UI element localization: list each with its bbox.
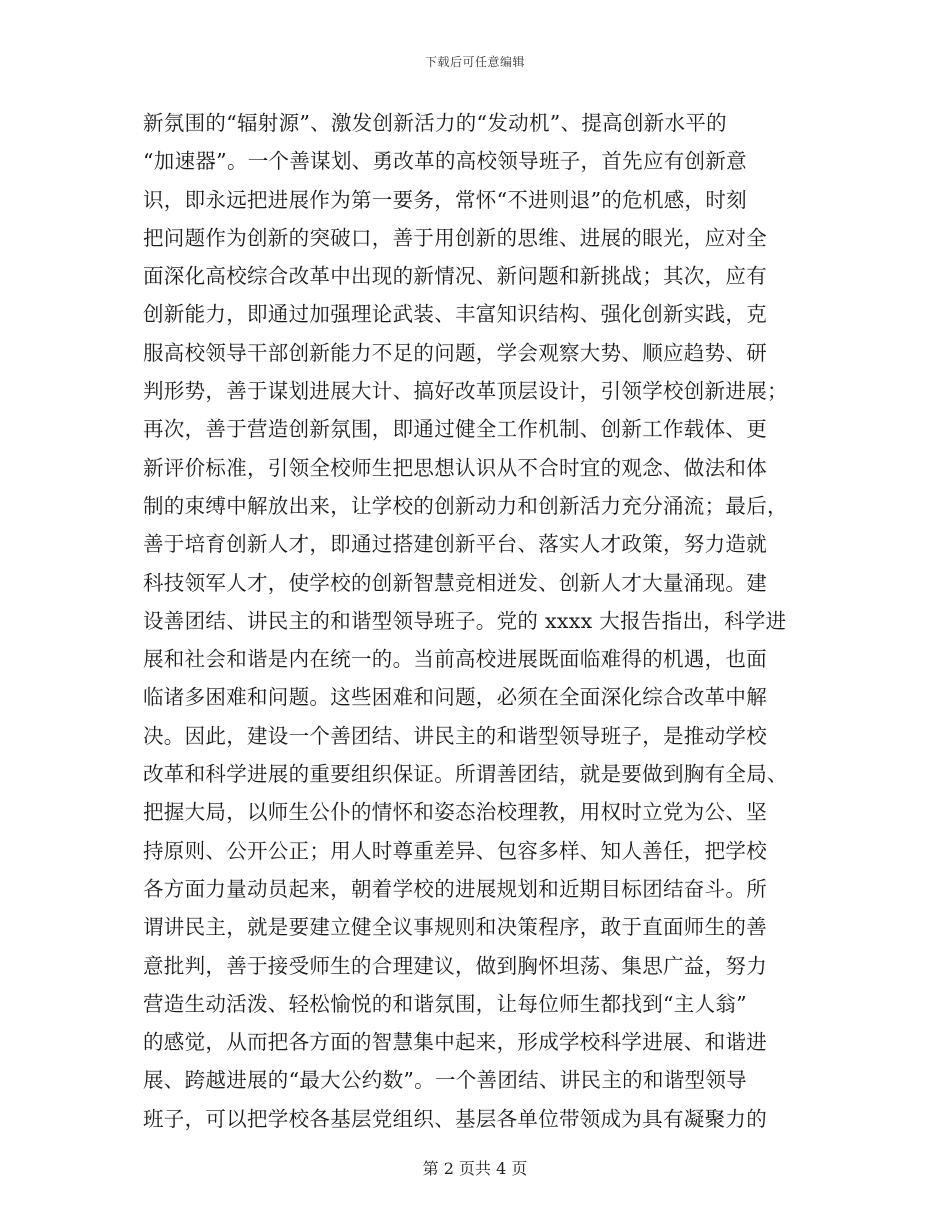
text-line: 展和社会和谐是内在统一的。当前高校进展既面临难得的机遇，也面 [143, 647, 767, 672]
text-line: 科技领军人才，使学校的创新智慧竞相迸发、创新人才大量涌现。建 [143, 570, 767, 595]
text-line: 设善团结、讲民主的和谐型领导班子。党的 xxxx 大报告指出，科学进 [143, 608, 787, 633]
text-line: “加速器”。一个善谋划、勇改革的高校领导班子，首先应有创新意 [143, 149, 747, 174]
text-line: 营造生动活泼、轻松愉悦的和谐氛围，让每位师生都找到“主人翁” [143, 991, 747, 1016]
text-line: 新评价标准，引领全校师生把思想认识从不合时宜的观念、做法和体 [143, 455, 767, 480]
page-header: 下载后可任意编辑 [424, 55, 525, 69]
text-line: 再次，善于营造创新氛围，即通过健全工作机制、创新工作载体、更 [143, 417, 767, 442]
text-line: 服高校领导干部创新能力不足的问题，学会观察大势、顺应趋势、研 [143, 340, 767, 365]
text-line: 展、跨越进展的“最大公约数”。一个善团结、讲民主的和谐型领导 [143, 1068, 747, 1093]
text-line: 创新能力，即通过加强理论武装、丰富知识结构、强化创新实践，克 [143, 302, 767, 327]
text-line: 面深化高校综合改革中出现的新情况、新问题和新挑战；其次，应有 [143, 264, 767, 289]
page-footer: 第 2 页共 4 页 [422, 1159, 528, 1178]
text-line: 谓讲民主，就是要建立健全议事规则和决策程序，敢于直面师生的善 [143, 915, 767, 940]
text-line: 识，即永远把进展作为第一要务，常怀“不进则退”的危机感，时刻 [143, 187, 747, 212]
text-line: 各方面力量动员起来，朝着学校的进展规划和近期目标团结奋斗。所 [143, 876, 767, 901]
text-line: 班子，可以把学校各基层党组织、基层各单位带领成为具有凝聚力的 [143, 1106, 767, 1131]
text-line: 新氛围的“辐射源”、激发创新活力的“发动机”、提高创新水平的 [143, 111, 727, 135]
text-line: 把握大局，以师生公仆的情怀和姿态治校理教，用权时立党为公、坚 [143, 800, 767, 825]
text-line: 决。因此，建设一个善团结、讲民主的和谐型领导班子，是推动学校 [143, 723, 767, 748]
text-line: 意批判，善于接受师生的合理建议，做到胸怀坦荡、集思广益，努力 [143, 953, 767, 978]
text-line: 把问题作为创新的突破口，善于用创新的思维、进展的眼光，应对全 [143, 225, 767, 250]
text-line: 善于培育创新人才，即通过搭建创新平台、落实人才政策，努力造就 [143, 532, 767, 557]
text-line: 制的束缚中解放出来，让学校的创新动力和创新活力充分涌流；最后， [143, 493, 788, 518]
body-text [143, 104, 811, 1138]
text-line: 持原则、公开公正；用人时尊重差异、包容多样、知人善任，把学校 [143, 838, 767, 863]
text-line: 判形势，善于谋划进展大计、搞好改革顶层设计，引领学校创新进展； [143, 379, 788, 404]
text-line: 的感觉，从而把各方面的智慧集中起来，形成学校科学进展、和谐进 [143, 1030, 767, 1055]
text-line: 临诸多困难和问题。这些困难和问题，必须在全面深化综合改革中解 [143, 685, 767, 710]
text-line: 改革和科学进展的重要组织保证。所谓善团结，就是要做到胸有全局、 [143, 762, 788, 787]
